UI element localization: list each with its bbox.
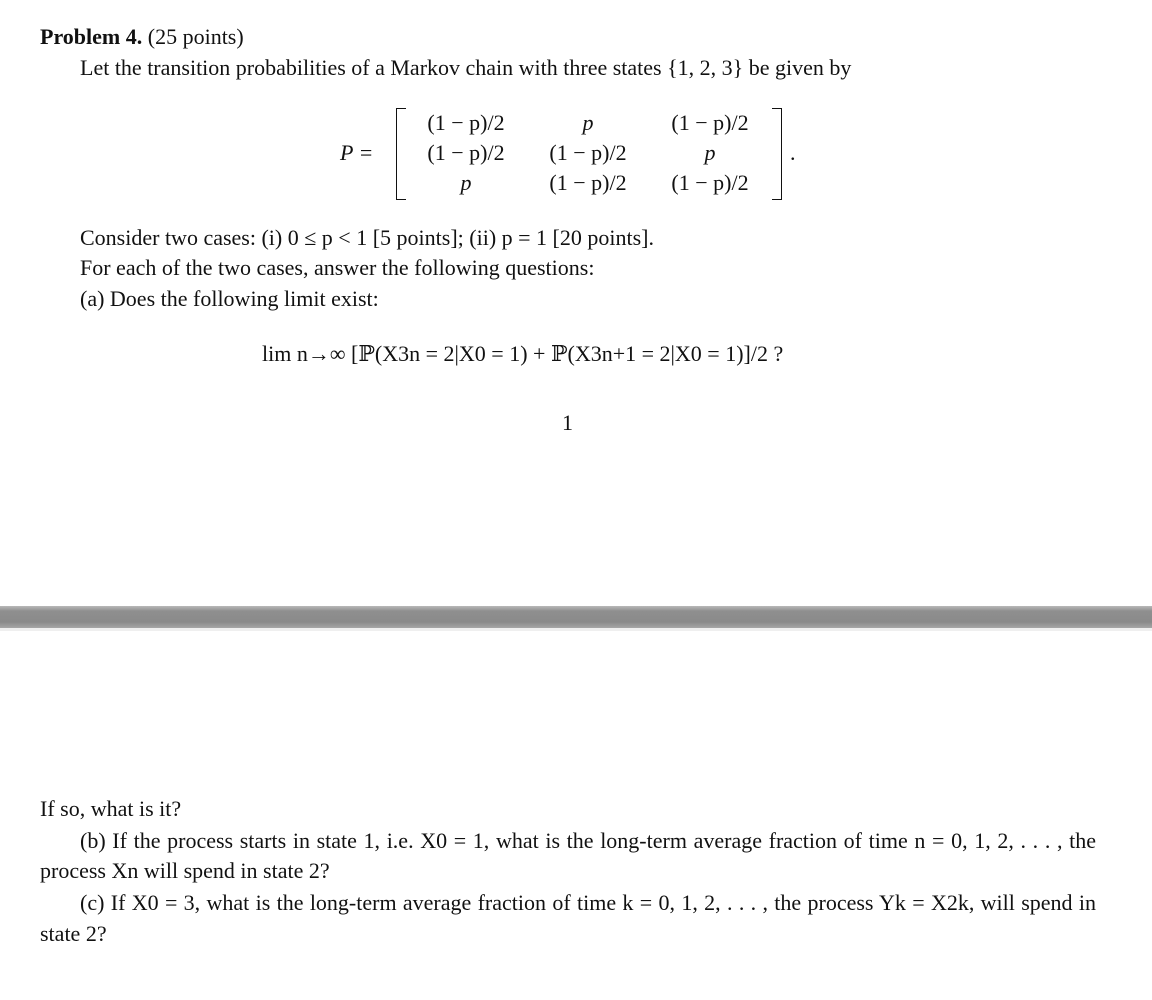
- page-break-shadow: [0, 628, 1152, 631]
- transition-matrix: [396, 106, 782, 200]
- matrix-cell-3-1: p: [460, 170, 472, 195]
- limit-expression: lim n→∞ [ℙ(X3n = 2|X0 = 1) + ℙ(X3n+1 = 2|X0 = 1)]/2 ?: [262, 341, 784, 366]
- problem-intro: Let the transition probabilities of a Markov chain with three states {1, 2, 3} be given by: [80, 55, 852, 80]
- matrix-right-bracket: [772, 108, 782, 200]
- matrix-cell-2-1: (1 − p)/2: [427, 140, 505, 165]
- problem-heading: [40, 24, 244, 50]
- matrix-cell-1-2: p: [582, 110, 594, 135]
- matrix-cell-3-3: (1 − p)/2: [671, 170, 749, 195]
- matrix-cell-1-1: (1 − p)/2: [427, 110, 505, 135]
- question-a: (a) Does the following limit exist:: [80, 286, 379, 311]
- page-break-divider: [0, 606, 1152, 628]
- question-b: (b) If the process starts in state 1, i.e. X0 = 1, what is the long-term average fraction of time n = 0, 1, 2, . . . , the process Xn will spend in state 2?: [40, 828, 1096, 883]
- questions-intro: For each of the two cases, answer the following questions:: [80, 255, 595, 280]
- problem-number: Problem 4.: [40, 24, 143, 49]
- question-c: (c) If X0 = 3, what is the long-term average fraction of time k = 0, 1, 2, . . . , the process Yk = X2k, will spend in state 2?: [40, 890, 1096, 946]
- matrix-cell-3-2: (1 − p)/2: [549, 170, 627, 195]
- matrix-cell-2-3: p: [704, 140, 716, 165]
- matrix-label: P =: [340, 140, 374, 165]
- matrix-period: .: [790, 140, 796, 165]
- problem-points: (25 points): [147, 24, 244, 49]
- cases-line: Consider two cases: (i) 0 ≤ p < 1 [5 points]; (ii) p = 1 [20 points].: [80, 225, 654, 250]
- next-page-first-line: If so, what is it?: [40, 796, 182, 821]
- matrix-left-bracket: [396, 108, 406, 200]
- matrix-cell-1-3: (1 − p)/2: [671, 110, 749, 135]
- matrix-cell-2-2: (1 − p)/2: [549, 140, 627, 165]
- page-number: 1: [562, 410, 573, 435]
